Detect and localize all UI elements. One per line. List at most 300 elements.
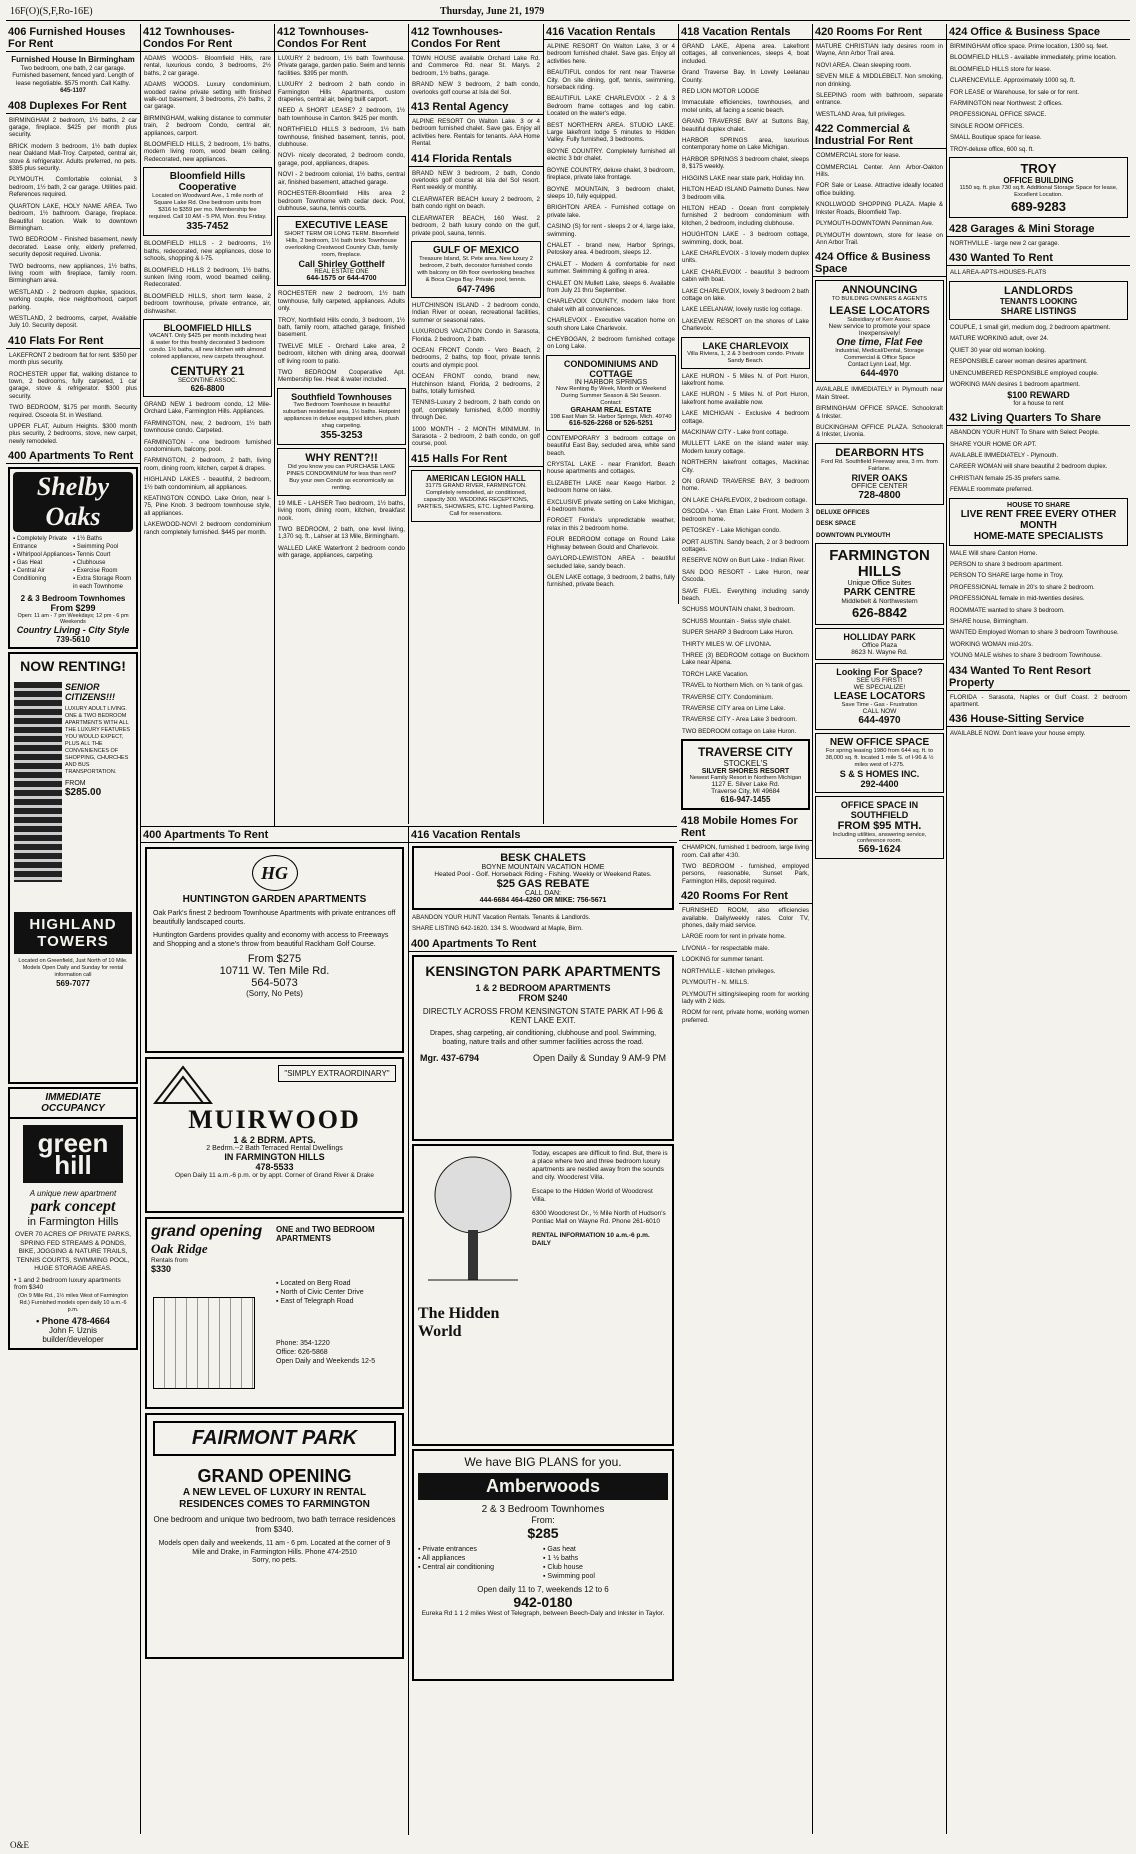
office-south-title: OFFICE SPACE IN SOUTHFIELD (840, 799, 919, 820)
holliday-park-ad (815, 628, 944, 660)
why-rent-title: WHY RENT?!! (305, 451, 378, 464)
executive-lease-title: EXECUTIVE LEASE (295, 220, 388, 232)
classified-ad: MATURE WORKING adult, over 24. (950, 335, 1049, 343)
traverse-city: Traverse City, MI 49684 (711, 788, 780, 796)
lease-locators-contact: Contact Lynn Leaf, Mgr. (847, 362, 912, 369)
classified-ad: BLOOMFIELD HILLS, short term lease, 2 bedroom townhouse, private entrance, air, dishwasher. (144, 292, 271, 315)
why-rent-ad (277, 448, 406, 496)
classified-ad: YOUNG MALE wishes to share 3 bedroom Townhouse. (950, 652, 1102, 660)
classified-ad: FORGET Florida's unpredictable weather, relax in this 2 bedroom home. (547, 517, 675, 532)
column-3 (275, 24, 409, 824)
classified-ad: COMMERCIAL store for lease. (816, 152, 901, 160)
classified-ad: PROFESSIONAL female in 20's to share 2 bedroom. (950, 583, 1095, 591)
kensington-hours: Open Daily & Sunday 9 AM-9 PM (532, 1052, 666, 1063)
page-code: 16F(O)(S,F,Ro-16E) (10, 6, 93, 17)
muirwood-phone: 478-5533 (255, 1162, 294, 1172)
hidden-world-text: Today, escapes are difficult to find. But, there is a place where two and three bedroom luxury apartments are nestled away from the sounds and city. Woodcrest Villa. (532, 1149, 668, 1181)
classified-ad: AVAILABLE NOW. Don't leave your house empty. (950, 730, 1086, 738)
classified-ad: AVAILABLE IMMEDIATELY - Plymouth. (950, 451, 1059, 459)
classified-ad: ROOMMATE wanted to share 3 bedroom. (950, 606, 1065, 614)
wanted-list-2 (947, 323, 1130, 389)
executive-lease-phone: 644-1575 or 644-4700 (306, 275, 377, 283)
classified-ad: BIRMINGHAM office space. Prime location, 1300 sq. feet. (950, 43, 1109, 50)
classified-ad: BOYNE COUNTRY, deluxe chalet, 3 bedroom, fireplace, private lake frontage. (547, 166, 675, 182)
new-office-ad (815, 733, 944, 793)
classified-ad: CHALET - brand new, Harbor Springs, Petoskey area. 4 bedroom, sleeps 12. (547, 241, 675, 257)
column-8 (947, 24, 1130, 1834)
classified-ad: BIRMINGHAM OFFICE SPACE. Schoolcraft & Inkster. (816, 405, 943, 420)
classified-ad: CHARLEVOIX COUNTY, modern lake front chalet with all conveniences. (547, 298, 675, 313)
classified-ad: ALPINE RESORT On Walton Lake, 3 or 4 bedroom furnished chalet. Save gas. Enjoy all activities here. (547, 43, 675, 65)
lake-charlevoix-ad (681, 337, 810, 369)
classified-ad: PETOSKEY - Lake Michigan condo. (682, 527, 781, 535)
classified-ad: CHALET ON Mullett Lake, sleeps 6. Available from July 21 thru September. (547, 279, 675, 294)
classified-ad: AVAILABLE IMMEDIATELY in Plymouth near Main Street. (816, 386, 943, 401)
classified-ad: BRAND NEW 3 bedroom, 2 bath condo, overlooks golf course at Isla del Sol. (412, 81, 540, 96)
now-renting-body (14, 682, 132, 882)
amberwoods-features (418, 1545, 668, 1581)
col2-list-3 (141, 400, 274, 537)
classified-ad: RESPONSIBLE career woman desires apartment. (950, 358, 1088, 366)
fairmont-l1: A NEW LEVEL OF LUXURY IN RENTAL RESIDENCES COMES TO FARMINGTON (179, 1487, 370, 1510)
condos-text: Now Renting By Week, Month or Weekend During Summer Season & Ski Season. Contact: (556, 385, 666, 406)
troy-text: 1150 sq. ft. plus 730 sq.ft. Additional Storage Space for lease, Excellent Location. (959, 185, 1118, 199)
classified-ad: TWO BEDROOM cottage on Lake Huron. (682, 727, 797, 735)
classified-ad: HOUGHTON LAKE - 3 bedroom cottage, swimming, dock, boat. (682, 231, 809, 246)
section-header-434: 434 Wanted To Rent Resort Property (947, 663, 1130, 691)
oak-ridge-name: Oak Ridge (151, 1241, 208, 1256)
shelby-oaks-ad (8, 467, 138, 649)
fairmont-l3: Models open daily and weekends, 11 am - 6 pm. Located at the corner of 9 Mile and Drake, in Farmington Hills. Phone 474-2510 (158, 1540, 391, 1556)
ss-homes-phone: 292-4400 (860, 778, 899, 789)
gulf-phone: 647-7496 (456, 283, 496, 294)
classified-ad: CHAMPION, furnished 1 bedroom, large living room. Call after 4:30. (682, 844, 809, 859)
classified-ad: LAKEVIEW RESORT on the shores of Lake Charlevoix. (682, 317, 809, 333)
farmington-sub: Unique Office Suites (847, 579, 912, 587)
classified-ad: TWO BEDROOM - Finished basement, newly decorated. Lease only, elderly preferred, security deposit required. Livonia. (9, 236, 137, 259)
landlords-sub: TENANTS LOOKING (999, 296, 1078, 306)
senior-citizens: SENIOR CITIZENS!!! (65, 682, 115, 703)
classified-ad: KEATINGTON CONDO. Lake Orion, near I-75, Pine Knob. 3 bedroom townhouse style, all appliances. (144, 495, 271, 517)
highland-towers-logo: HIGHLAND TOWERS (14, 912, 132, 954)
classified-ad: SLEEPING room with bathroom, separate entrance. (816, 92, 943, 107)
classified-ad: TWELVE MILE - Orchard Lake area, 2 bedroom, kitchen with dining area, doorwall off living room to patio. (278, 342, 405, 365)
home-mate-ad (949, 498, 1128, 546)
amberwoods-hours: Open daily 11 to 7, weekends 12 to 6 (477, 1584, 609, 1594)
classified-ad: Immaculate efficiencies, townhouses, and motel units, all facing a scenic beach. (682, 99, 809, 114)
feature-item: ▪ Central air conditioning (418, 1563, 495, 1571)
section-header-412-a: 412 Townhouses-Condos For Rent (141, 24, 274, 52)
lake-charlevoix-title: LAKE CHARLEVOIX (702, 340, 789, 351)
huntington-logo: HG (252, 855, 298, 891)
classified-ad: WORKING MAN desires 1 bedroom apartment. (950, 380, 1080, 388)
ss-homes: S & S HOMES INC. (839, 768, 920, 779)
landlords-title: LANDLORDS (1003, 284, 1074, 297)
classified-ad: SUPER SHARP 3 Bedroom Lake Huron. (682, 629, 794, 637)
amberwoods-name: Amberwoods (418, 1473, 668, 1500)
besk-sub: BOYNE MOUNTAIN VACATION HOME (481, 864, 605, 871)
classified-ad: MALE Will share Canton Home. (950, 549, 1038, 557)
feature-item: ▪ Gas heat (543, 1545, 576, 1553)
classified-ad: HARBOR SPRINGS area, luxurious contemporary home on Lake Michigan. (682, 137, 809, 152)
desk-space (813, 519, 946, 528)
kensington-ad (412, 955, 674, 1141)
garage-ad: NORTHVILLE - large new 2 car garage. (950, 240, 1060, 248)
downtown-plymouth (813, 531, 946, 540)
section-header-428: 428 Garages & Mini Storage (947, 221, 1130, 237)
classified-ad: BIRMINGHAM, walking distance to commuter train, 2 bedroom Condo, central air, appliances, carport. (144, 114, 271, 137)
shelby-hours: Open: 11 am - 7 pm Weekdays; 12 pm - 6 pm Weekends (17, 613, 129, 626)
troy-phone: 689-9283 (1011, 199, 1066, 215)
col7-office-list (813, 385, 946, 439)
downtown-plymouth-title: DOWNTOWN PLYMOUTH (816, 531, 891, 539)
classified-ad: LUXURIOUS VACATION Condo in Sarasota, Florida. 2 bedroom, 2 bath. (412, 328, 540, 343)
huntington-addr: 10711 W. Ten Mile Rd. (219, 965, 330, 977)
holliday-title: HOLLIDAY PARK (843, 631, 916, 642)
now-renting-text-block (65, 682, 132, 882)
classified-ad: GAYLORD-LEWISTON AREA - beautiful secluded lake, sandy beach. (547, 555, 675, 570)
col7-list-1 (813, 42, 946, 119)
section-header-408: 408 Duplexes For Rent (6, 98, 140, 114)
classified-ad: TRAVERSE CITY. Condominium. (682, 693, 774, 701)
live-rent: LIVE RENT FREE EVERY OTHER MONTH (960, 508, 1117, 531)
classified-ad: TRAVERSE CITY area on Lime Lake. (682, 705, 786, 712)
classified-ad: WESTLAND, 2 bedrooms, carpet, Available July 10. Security deposit. (9, 314, 137, 330)
green-hill-builder: John F. Uznis (48, 1325, 98, 1335)
oak-ridge-one-two: ONE and TWO BEDROOM APARTMENTS (276, 1225, 375, 1243)
florida-list-1 (409, 169, 543, 238)
fairmont-name: FAIRMONT PARK (153, 1421, 396, 1456)
mobile-list (679, 843, 812, 886)
traverse-phone: 616-947-1455 (720, 795, 771, 805)
kensington-footer (420, 1053, 666, 1063)
feature-item: ▪ Central Air Conditioning (13, 568, 47, 583)
section-header-424-a: 424 Office & Business Space (813, 249, 946, 277)
classified-ad: RESERVE NOW on Burt Lake - Indian River. (682, 557, 805, 565)
section-header-424-b: 424 Office & Business Space (947, 24, 1130, 40)
share-listing-ad: SHARE LISTING 642-1620. 134 S. Woodward at Maple, Birm. (412, 925, 583, 933)
fairmont-grand: GRAND OPENING (197, 1466, 352, 1486)
column-7 (813, 24, 947, 1834)
besk-text: Heated Pool - Golf. Horseback Riding - Fishing. Weekly or Weekend Rates. (434, 871, 652, 878)
kensington-l3: DIRECTLY ACROSS FROM KENSINGTON STATE PARK AT I-96 & KENT LAKE EXIT. (422, 1006, 664, 1025)
green-hill-ad (8, 1087, 138, 1350)
oak-ridge-price: $330 (151, 1264, 172, 1274)
lease-locators-2: LEASE LOCATORS (833, 690, 926, 702)
southfield-title: Southfield Townhouses (291, 391, 392, 402)
fairmont-l2: One bedroom and unique two bedroom, two bath terrace residences from $340. (153, 1515, 396, 1534)
kensington-l1: 1 & 2 BEDROOM APARTMENTS (475, 982, 611, 993)
classified-ad: NEED A SHORT LEASE? 2 bedroom, 1½ bath townhouse in Canton. $425 per month. (278, 107, 405, 122)
classified-ad: SHARE house, Birmingham. (950, 618, 1029, 625)
deluxe-offices-title: DELUXE OFFICES (816, 508, 870, 516)
share-listings: SHARE LISTINGS (1000, 305, 1077, 316)
column-4 (409, 24, 544, 824)
col6-list-1 (679, 42, 812, 334)
classified-ad: BEAUTIFUL condos for rent near Traverse City. On site dining, golf, tennis, swimming, horseback riding. (547, 69, 675, 92)
section-header-422: 422 Commercial & Industrial For Rent (813, 121, 946, 149)
location-item: ▪ Located on Berg Road (276, 1280, 351, 1287)
feature-item: ▪ Club house (543, 1563, 583, 1571)
hidden-world-art (418, 1150, 528, 1440)
traverse-sub: STOCKEL'S (723, 759, 768, 769)
classified-ad: HUTCHINSON ISLAND - 2 bedroom condo, Indian River or ocean, recreational facilities, summer or seasonal rates. (412, 301, 540, 324)
condos-addr: 198 East Main St. Harbor Springs, Mich. 49740 (550, 413, 672, 420)
holliday-sub: Office Plaza (862, 641, 897, 649)
classified-ad: TOWN HOUSE available Orchard Lake Rd. and Commerce Rd. near St. Marys. 2 bedroom, 1½ baths, garage. (412, 55, 540, 77)
section-header-406: 406 Furnished Houses For Rent (6, 24, 140, 52)
classified-ad: GRAND TRAVERSE BAY at Suttons Bay, beautiful duplex chalet. (682, 118, 809, 133)
col5-list-1 (544, 42, 678, 352)
feature-item: ▪ Clubhouse (73, 560, 106, 567)
classified-ad: FARMINGTON, new, 2 bedroom, 1½ bath townhouse condo. Carpeted. (144, 419, 271, 435)
classified-ad: GRAND NEW 1 bedroom condo, 12 Mile-Orchard Lake, Farmington Hills. Appliances. (144, 400, 271, 416)
classified-ad: HIGGINS LAKE near state park, Holiday Inn. (682, 174, 805, 182)
col3-list-1 (275, 54, 408, 213)
landlords-ad (949, 281, 1128, 320)
amberwoods-features-left (418, 1545, 543, 1581)
office-south-text: Including utilities, answering service, conference room. (832, 831, 927, 844)
feature-item: ▪ All appliances (418, 1554, 466, 1562)
park-centre: PARK CENTRE (843, 586, 916, 598)
bh-coop-phone: 335-7452 (186, 221, 229, 233)
tree-illustration-icon (418, 1150, 528, 1300)
southfield-ad (277, 388, 406, 445)
classified-ad: CASINO (S) for rent - sleeps 2 or 4, large lake, swimming. (547, 223, 675, 238)
classified-ad: FOUR BEDROOM cottage on Round Lake Highway between Gould and Charlevoix. (547, 536, 675, 551)
executive-lease-sub: REAL ESTATE ONE (314, 269, 369, 276)
kensington-l2: FROM $240 (518, 992, 568, 1003)
section-header-430: 430 Wanted To Rent (947, 250, 1130, 266)
classified-ad: TRAVEL to Northern Mich. on ¾ tank of gas. (682, 682, 804, 690)
river-oaks-sub: OFFICE CENTER (851, 482, 908, 490)
classified-ad: ROCHESTER upper flat, walking distance to town, 2 bedrooms, fully carpeted, 1 car garage, stove & refrigerator. $300 plus security. (9, 370, 137, 400)
farmington-addr: Middlebelt & Northwestern (841, 597, 918, 605)
oak-ridge-map (153, 1297, 255, 1389)
classified-ad: CHARLEVOIX - Executive vacation home on south shore Lake Charlevoix. (547, 317, 675, 332)
legion-hall-ad (411, 470, 541, 522)
classified-ad: ELIZABETH LAKE near Keego Harbor. 2 bedroom home on lake. (547, 479, 675, 495)
classified-ad: MULLETT LAKE on the island water way. Modern luxury cottage. (682, 440, 809, 455)
classified-ad: WESTLAND Area, full privileges. (816, 110, 906, 118)
classified-ad: TWO BEDROOM, 2 bath, one level living, 1,370 sq. ft., Lahser at 13 Mile, Birmingham. (278, 526, 405, 541)
condos-realty: GRAHAM REAL ESTATE (570, 406, 652, 414)
huntington-name: HUNTINGTON GARDEN APARTMENTS (182, 894, 367, 905)
classified-ad: CHRISTIAN female 25-35 prefers same. (950, 474, 1061, 482)
lease-locators-sub: Subsidiary of Kerr Assoc. (847, 317, 912, 324)
classified-ad: TENNIS-Luxury 2 bedroom, 2 bath condo on golf, completely furnished, 8,000 monthly through Dec. (412, 399, 540, 422)
col2-list-1 (141, 54, 274, 164)
looking-space-ad (815, 663, 944, 730)
kensington-phone: Mgr. 437-6794 (420, 1052, 480, 1063)
classified-ad: LAKE LEELANAW, lovely rustic log cottage. (682, 306, 803, 314)
classified-ad: CAREER WOMAN will share beautiful 2 bedroom duplex. (950, 463, 1108, 471)
green-hill-park: park concept (30, 1198, 116, 1216)
classified-ad: TWO bedrooms, new appliances, 1½ baths, living room with fireplace, family room. Birmingham area. (9, 262, 137, 285)
hidden-world-ad (412, 1144, 674, 1446)
see-first: SEE US FIRST! (856, 676, 903, 684)
century-sub: SECONTINE ASSOC. (177, 377, 237, 384)
section-header-432: 432 Living Quarters To Share (947, 410, 1130, 426)
shelby-brand: Country Living - City Style (16, 625, 130, 636)
classified-ad: NORTHVILLE - kitchen privileges. (682, 967, 776, 975)
classified-ad: BEST NORTHERN AREA. STUDIO LAKE. Large lakefront lodge 5 minutes to Hidden Valley. Fully furnished, 3 bedrooms. (547, 121, 675, 144)
huntington-note: (Sorry, No Pets) (246, 989, 303, 998)
shelby-price: From $299 (50, 603, 96, 614)
classified-ad: HARBOR SPRINGS 3 bedroom chalet, sleeps 8, $175 weekly. (682, 155, 809, 171)
feature-item: ▪ Swimming pool (543, 1572, 595, 1580)
huntington-text1: Oak Park's finest 2 bedroom Townhouse Apartments with private entrances off beautifully landscaped courts. (153, 910, 396, 926)
classified-ad: LUXURY 2 bedroom, 1½ bath Townhouse. Private garage, garden patio. Swim and tennis facilities. $395 per month. (278, 55, 405, 77)
muirwood-name: MUIRWOOD (188, 1105, 361, 1134)
classified-ad: QUIET 30 year old woman looking. (950, 346, 1046, 354)
classified-ad: OSCODA - Van Ettan Lake Front. Modern 3 bedroom home. (682, 508, 809, 523)
call-now: CALL NOW (862, 707, 897, 715)
classified-ad: FEMALE roommate preferred. (950, 486, 1033, 494)
muirwood-tagline: "SIMPLY EXTRAORDINARY" (278, 1065, 396, 1082)
huntington-ad (145, 847, 404, 1053)
classified-ad: LAKE CHARLEVOIX - 3 lovely modern duplex units. (682, 249, 809, 265)
col8-list-1 (947, 42, 1130, 154)
classified-ad: CRYSTAL LAKE - near Frankfort. Beach house apartments and cottages. (547, 461, 675, 476)
page-date: Thursday, June 21, 1979 (440, 6, 545, 17)
section-header-416: 416 Vacation Rentals (544, 24, 678, 40)
hidden-world-name: The Hidden World (418, 1304, 500, 1340)
classified-ad: HIGHLAND LAKES - beautiful, 2 bedroom, 1½ bath condominium, all appliances. (144, 476, 271, 491)
classified-ad: PERSON to share 3 bedroom apartment. (950, 560, 1063, 568)
reward-ad (947, 391, 1130, 408)
green-hill-logo (23, 1125, 123, 1183)
classified-ad: ADAMS WOODS. Luxury condominium, wooded ravine private setting with finished walk-out basement, 3 bedrooms, 2½ baths, 2 car garage. (144, 81, 271, 111)
classified-ad: BRAND NEW 3 bedroom, 2 bath, Condo overlooks golf course at Isla del Sol resort. Rent weekly or monthly. (412, 169, 540, 192)
commercial-list (813, 151, 946, 247)
classified-ad: QUARTON LAKE, HOLY NAME AREA. Two bedroom, 1½ bathroom. Garage, fireplace. Beautiful location. Walk to downtown Birmingham. (9, 202, 137, 232)
classified-ad: HILTON HEAD - Ocean front completely furnished 2 bedroom condominium with kitchen, 2 bedroom, including clubhouse. (682, 204, 809, 227)
bh-coop-text: Located on Woodward Ave., 1 mile north of Square Lake Rd. One bedroom units from $316 to $359 per mo. Membership fee required. Call 10 AM - 5 PM, Mon. thru Friday. (148, 193, 267, 221)
announcing: ANNOUNCING (841, 284, 918, 297)
classified-ad: BOYNE MOUNTAIN, 3 bedroom chalet, sleeps 10, fully equipped. (547, 185, 675, 200)
hidden-world-text-block (532, 1150, 668, 1440)
furnished-house-ad (6, 54, 140, 96)
save-time: Save Time - Gas - Frustration (841, 701, 918, 708)
amberwoods-from: From: (531, 1514, 555, 1525)
hidden-world-rental: RENTAL INFORMATION 10 a.m.-6 p.m. DAILY (532, 1231, 650, 1247)
col4-list-1 (409, 54, 543, 97)
classified-ad: ROCHESTER new 2 bedroom, 1½ bath townhouse, fully carpeted, appliances. Adults only. (278, 290, 405, 313)
classified-ad: WALLED LAKE Waterfront 2 bedroom condo with garage, appliances, carpeting. (278, 544, 405, 560)
bh-condo-title: BLOOMFIELD HILLS (163, 322, 252, 333)
highland-towers-phone: 569-7077 (56, 979, 90, 989)
ltq-list-2 (947, 549, 1130, 661)
classified-ad: THREE (3) BEDROOM cottage on Buckhorn Lake near Alpena. (682, 651, 809, 667)
executive-lease-ad (277, 216, 406, 286)
feature-item: ▪ Whirlpool Appliances (13, 552, 73, 559)
bh-coop-ad (143, 167, 272, 236)
classified-ad: LAKE CHARLEVOIX - beautiful 3 bedroom cabin with boat. (682, 268, 809, 284)
feature-item: ▪ Exercise Room (73, 568, 118, 575)
southfield-phone: 355-3253 (320, 429, 363, 441)
section-header-412-c: 412 Townhouses-Condos For Rent (409, 24, 543, 52)
lease-locators-text: New service to promote your space Inexpensively! (828, 323, 931, 338)
reward-sub: for a house to rent (1013, 399, 1064, 407)
oak-ridge-locations (276, 1279, 396, 1306)
classified-ad: BEAUTIFUL LAKE CHARLEVOIX - 2 & 3 Bedroom frame cottages and log cabin. Located on the water's edge. (547, 95, 675, 118)
classified-ad: THIRTY MILES W. OF LIVONIA. (682, 640, 772, 648)
river-oaks-title: RIVER OAKS (851, 472, 908, 483)
green-hill-phone: • Phone 478-4664 (36, 1315, 110, 1326)
why-rent-text: Did you know you can PURCHASE LAKE PINES CONDOMINIUM for less than rent? Buy your own Condo as economically as renting. (286, 463, 397, 491)
amberwoods-price: $285 (527, 1524, 559, 1541)
page-footer: O&E (10, 1840, 29, 1850)
muirwood-l1: 1 & 2 BDRM. APTS. (233, 1135, 316, 1145)
section-header-413: 413 Rental Agency (409, 99, 543, 115)
amberwoods-ad (412, 1449, 674, 1681)
classified-ad: BOYNE COUNTRY. Completely furnished all electric 3 bdr chalet. (547, 147, 675, 163)
classified-ad: NORTHERN lakefront cottages, Mackinac City. (682, 459, 809, 474)
muirwood-l3: IN FARMINGTON HILLS (224, 1152, 325, 1162)
section-header-416-b: 416 Vacation Rentals (409, 827, 677, 843)
shelby-oaks-logo (13, 472, 133, 532)
huntington-text2: Huntington Gardens provides quality and economy with access to Freeways and Shopping and a stone's throw from beautiful Rackham Golf Course. (153, 932, 389, 948)
classified-ad: ALL AREA-APTS-HOUSES-FLATS (950, 269, 1047, 277)
classified-ad: EXCLUSIVE private setting on Lake Michigan, 4 bedroom home. (547, 498, 675, 514)
oak-ridge-rentals: Rentals from (151, 1257, 188, 1264)
feature-item: ▪ Private entrances (418, 1545, 477, 1553)
classified-ad: LIVONIA - for respectable male. (682, 944, 770, 952)
page-header (10, 4, 1126, 20)
tower-illustration (14, 682, 62, 882)
lease-locators-ad (815, 280, 944, 382)
office-south-price: FROM $95 MTH. (837, 819, 922, 832)
condos-phone: 616-526-2268 or 526-5251 (568, 419, 654, 427)
classified-ad: LUXURY 2 bedroom 2 bath condo in Farmington Hills Apartments, custom draperies, central air, being built carport. (278, 81, 405, 104)
classified-ad: NORTHFIELD HILLS 3 bedroom, 1½ bath townhouse, finished basement, tennis, pool, clubhouse. (278, 126, 405, 149)
classified-ad: ADAMS WOODS- Bloomfield Hills, rare rental, luxurious condo, 3 bedrooms, 2½ baths, 2 car garage. (144, 55, 271, 77)
section-header-410: 410 Flats For Rent (6, 333, 140, 349)
now-renting-text: LUXURY ADULT LIVING. ONE & TWO BEDROOM APARTMENTS WITH ALL THE LUXURY FEATURES YOU WOULD EXPECT, PLUS ALL THE CONVENIENCES OF SHOPPING, CHURCHES AND BUS TRANSPORTATION. (65, 706, 131, 776)
classified-ad: TRAVERSE CITY - Area Lake 3 bedroom. (682, 716, 797, 724)
section-header-418-mobile: 418 Mobile Homes For Rent (679, 813, 812, 841)
location-item: ▪ East of Telegraph Road (276, 1298, 354, 1305)
duplex-list (6, 116, 140, 331)
flat-list (6, 351, 140, 446)
besk-phones: 444-6684 464-4260 OR MIKE: 756-5671 (479, 897, 607, 904)
classified-ad: TROY, Northfield Hills condo, 3 bedroom, 1½ bath, family room, attached garage, finished basement. (278, 316, 405, 339)
classified-ad: PORT AUSTIN. Sandy beach, 2 or 3 bedroom cottages. (682, 538, 809, 553)
classified-ad: LAKEWOOD-NOVI 2 bedroom condominium ranch completely furnished. $445 per month. (144, 521, 271, 536)
deluxe-offices (813, 508, 946, 517)
dearborn-text: Ford Rd. Southfield Freeway area, 3 rm. from Fairlane. (821, 458, 938, 472)
besk-title: BESK CHALETS (500, 852, 586, 864)
shelby-phone: 739-5610 (56, 635, 90, 645)
specialize: WE SPECIALIZE! (853, 683, 906, 691)
traverse-sub2: SILVER SHORES RESORT (701, 768, 790, 776)
classified-ad: LOOKING for summer tenant. (682, 956, 764, 964)
classified-ad: HILTON HEAD ISLAND Palmetto Dunes. New 3 bedroom villa. (682, 186, 809, 201)
classified-ad: NOVI - 2 bedroom colonial, 1½ baths, central air, finished basement, attached garage. (278, 171, 405, 186)
classified-ad: BLOOMFIELD HILLS 2 bedroom, 1½ baths, sunken living room, wood beamed ceiling. Redecorated. (144, 266, 271, 289)
green-hill-bullet: • 1 and 2 bedroom luxury apartments from $340 (14, 1276, 121, 1291)
classified-ad: BLOOMFIELD HILLS - 2 bedrooms, 1½ baths, redecorated, new appliances, close to schools, shopping & I-75. (144, 240, 271, 263)
lease-locators-phone: 644-4970 (860, 368, 899, 379)
classified-ad: CHEYBOGAN, 2 bedroom furnished cottage on Long Lake. (547, 336, 675, 351)
oak-ridge-open: Open Daily and Weekends 12-5 (276, 1358, 376, 1365)
resort-list (947, 693, 1130, 710)
classified-ad: GRAND LAKE, Alpena area. Lakefront cottages, all conveniences, sleeps 4, boat included. (682, 43, 809, 65)
classified-ad: NOVI- nicely decorated, 2 bedroom condo, garage, pool, appliances, drapes. (278, 152, 405, 167)
feature-item: ▪ Tennis Court (73, 552, 111, 559)
classified-ad: LAKEFRONT 2 bedroom flat for rent. $350 per month plus security. (9, 351, 137, 367)
